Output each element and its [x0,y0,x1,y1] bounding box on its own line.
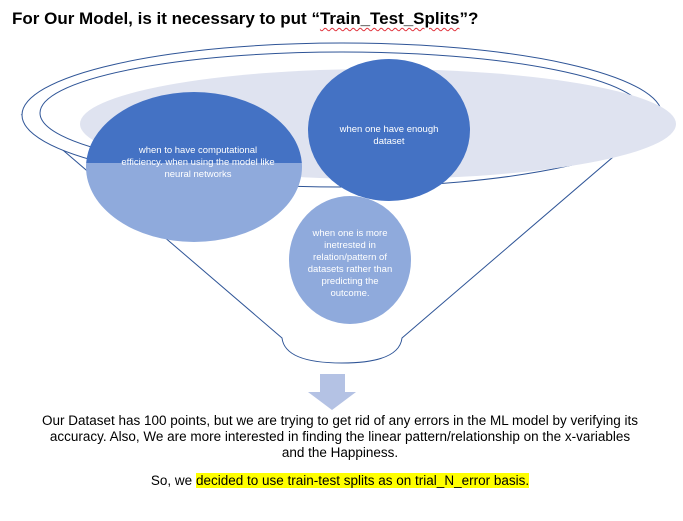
bubble-bottom-text: when one is more inetrested in relation/pattern of datasets rather than predicting the outcome. [307,228,393,299]
summary-conclusion [40,473,640,489]
conclusion-prefix: So, we [150,473,196,488]
title-prefix: For Our Model, is it necessary to put “ [12,9,320,28]
title-suffix: ”? [459,9,479,28]
title-keyword: Train_Test_Splits [319,9,460,28]
bubble-left-text: when to have computational efficiency. when using the model like neural networks [121,145,275,180]
down-arrow-icon [308,374,356,410]
bubble-right-text: when one have enough dataset [339,124,439,147]
summary-paragraph: Our Dataset has 100 points, but we are trying to get rid of any errors in the ML model by verifying its accuracy. Also, We are more interested in finding the linear pattern/relationship on the x-variables and the Happiness. [41,413,639,460]
conclusion-highlight: decided to use train-test splits as on trial_N_error basis. [195,473,530,488]
